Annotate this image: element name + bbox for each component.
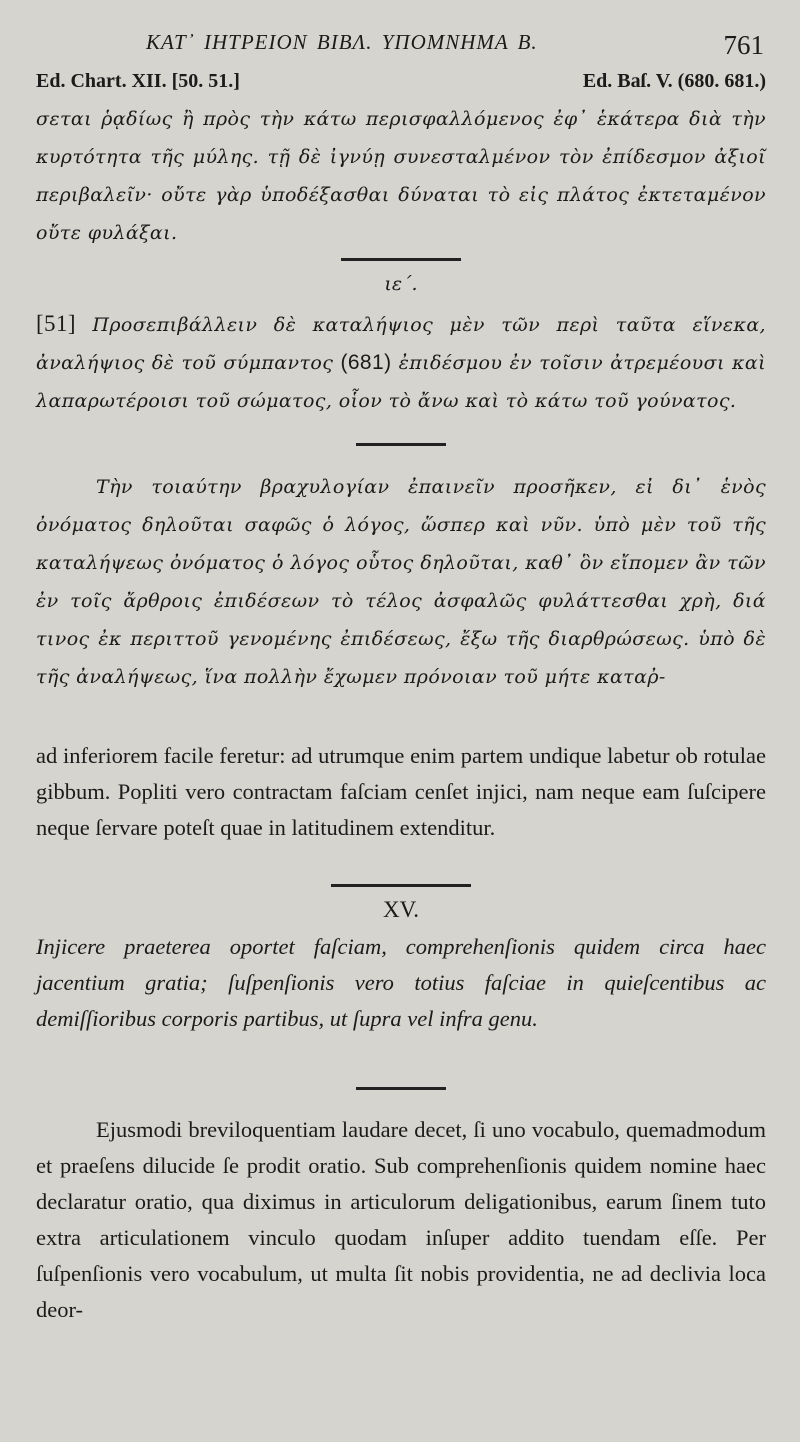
section-divider [331,884,471,887]
latin-commentary: Ejusmodi breviloquentiam laudare decet, ſi uno vocabulo, quemadmodum et praeſens dilucide ſe prodit oratio. Sub comprehenſionis quidem nomine haec declaratur oratio, qua diximus in articulorum deligationibus, earum ſinem tuto extra articulationem vinculo quodam inſuper addito tuendam eſſe. Per ſuſpenſionis vero vocabulum, ut multa ſit nobis providentia, ne ad declivia loca deor- [36,1117,766,1322]
greek-commentary: Τὴν τοιαύτην βραχυλογίαν ἐπαινεῖν προσῆκεν, εἰ δι᾽ ἑνὸς ὀνόματος δηλοῦται σαφῶς ὁ λόγος, ὥσπερ καὶ νῦν. ὑπὸ μὲν τοῦ τῆς καταλήψεως ὀνόματος ὁ λόγος οὗτος δηλοῦται, καθ᾽ ὃν εἴπομεν ἂν τῶν ἐν τοῖς ἄρθροις ἐπιδέσεων τὸ τέλος ἀσφαλῶς φυλάττεσθαι χρὴ, διά τινος ἐκ περιττοῦ γενομένης ἐπιδέσεως, ἔξω τῆς διαρθρώσεως. ὑπὸ δὲ τῆς ἀναλήψεως, ἵνα πολλὴν ἔχωμεν πρόνοιαν τοῦ μήτε καταῤ- [36,476,766,688]
greek-aphorism-text-a: Προσεπιβάλλειν δὲ καταλήψιος μὲν τῶν περὶ ταῦτα εἵνεκα, ἀναλήψιος δὲ τοῦ σύμπαντος [36,314,766,374]
edition-basel: Ed. Baſ. V. (680. 681.) [582,70,766,92]
running-title: ΚΑΤ᾽ ΙΗΤΡΕΙΟΝ ΒΙΒΛ. ΥΠΟΜΝΗΜΑ Β. [146,30,538,54]
edition-line [36,70,766,96]
running-header [36,0,766,60]
section-divider [356,443,446,446]
page-number: 761 [723,30,764,60]
greek-page-mark: (681) [340,351,392,374]
greek-section-numeral: ιε΄. [384,273,418,295]
greek-aphorism [36,305,766,427]
section-divider [341,258,461,261]
greek-section-ref: [51] [36,311,76,336]
latin-opening-paragraph: ad inferiorem facile feretur: ad utrumque enim partem undique labetur ob rotulae gibbum. Popliti vero contractam faſciam cenſet injici, nam neque eam ſuſcipere neque ſervare poteſt quae in latitudinem extenditur. [36,743,766,840]
greek-aphorism-text-b: ἐπιδέσμου ἐν τοῖσιν ἀτρεμέουσι καὶ λαπαρωτέροισι τοῦ σώματος, οἷον τὸ ἄνω καὶ τὸ κάτω τοῦ γούνατος. [36,352,766,412]
latin-section-numeral: XV. [382,897,419,922]
latin-aphorism: Injicere praeterea oportet faſciam, comprehenſionis quidem circa haec jacentium gratia; ſuſpenſionis vero totius faſciae in quieſcentibus ac demiſſioribus corporis partibus, ut ſupra vel infra genu. [36,934,766,1031]
greek-opening-paragraph: σεται ῥᾳδίως ἢ πρὸς τὴν κάτω περισφαλλόμενος ἐφ᾽ ἑκάτερα διὰ τὴν κυρτότητα τῆς μύλης. τῇ δὲ ἰγνύῃ συνεσταλμένον τὸν ἐπίδεσμον ἀξιοῖ περιβαλεῖν· οὔτε γὰρ ὑποδέξασθαι δύναται τὸ εἰς πλάτος ἐκτεταμένον οὔτε φυλάξαι. [36,108,766,244]
section-divider [356,1087,446,1090]
edition-chart: Ed. Chart. XII. [50. 51.] [36,70,240,92]
